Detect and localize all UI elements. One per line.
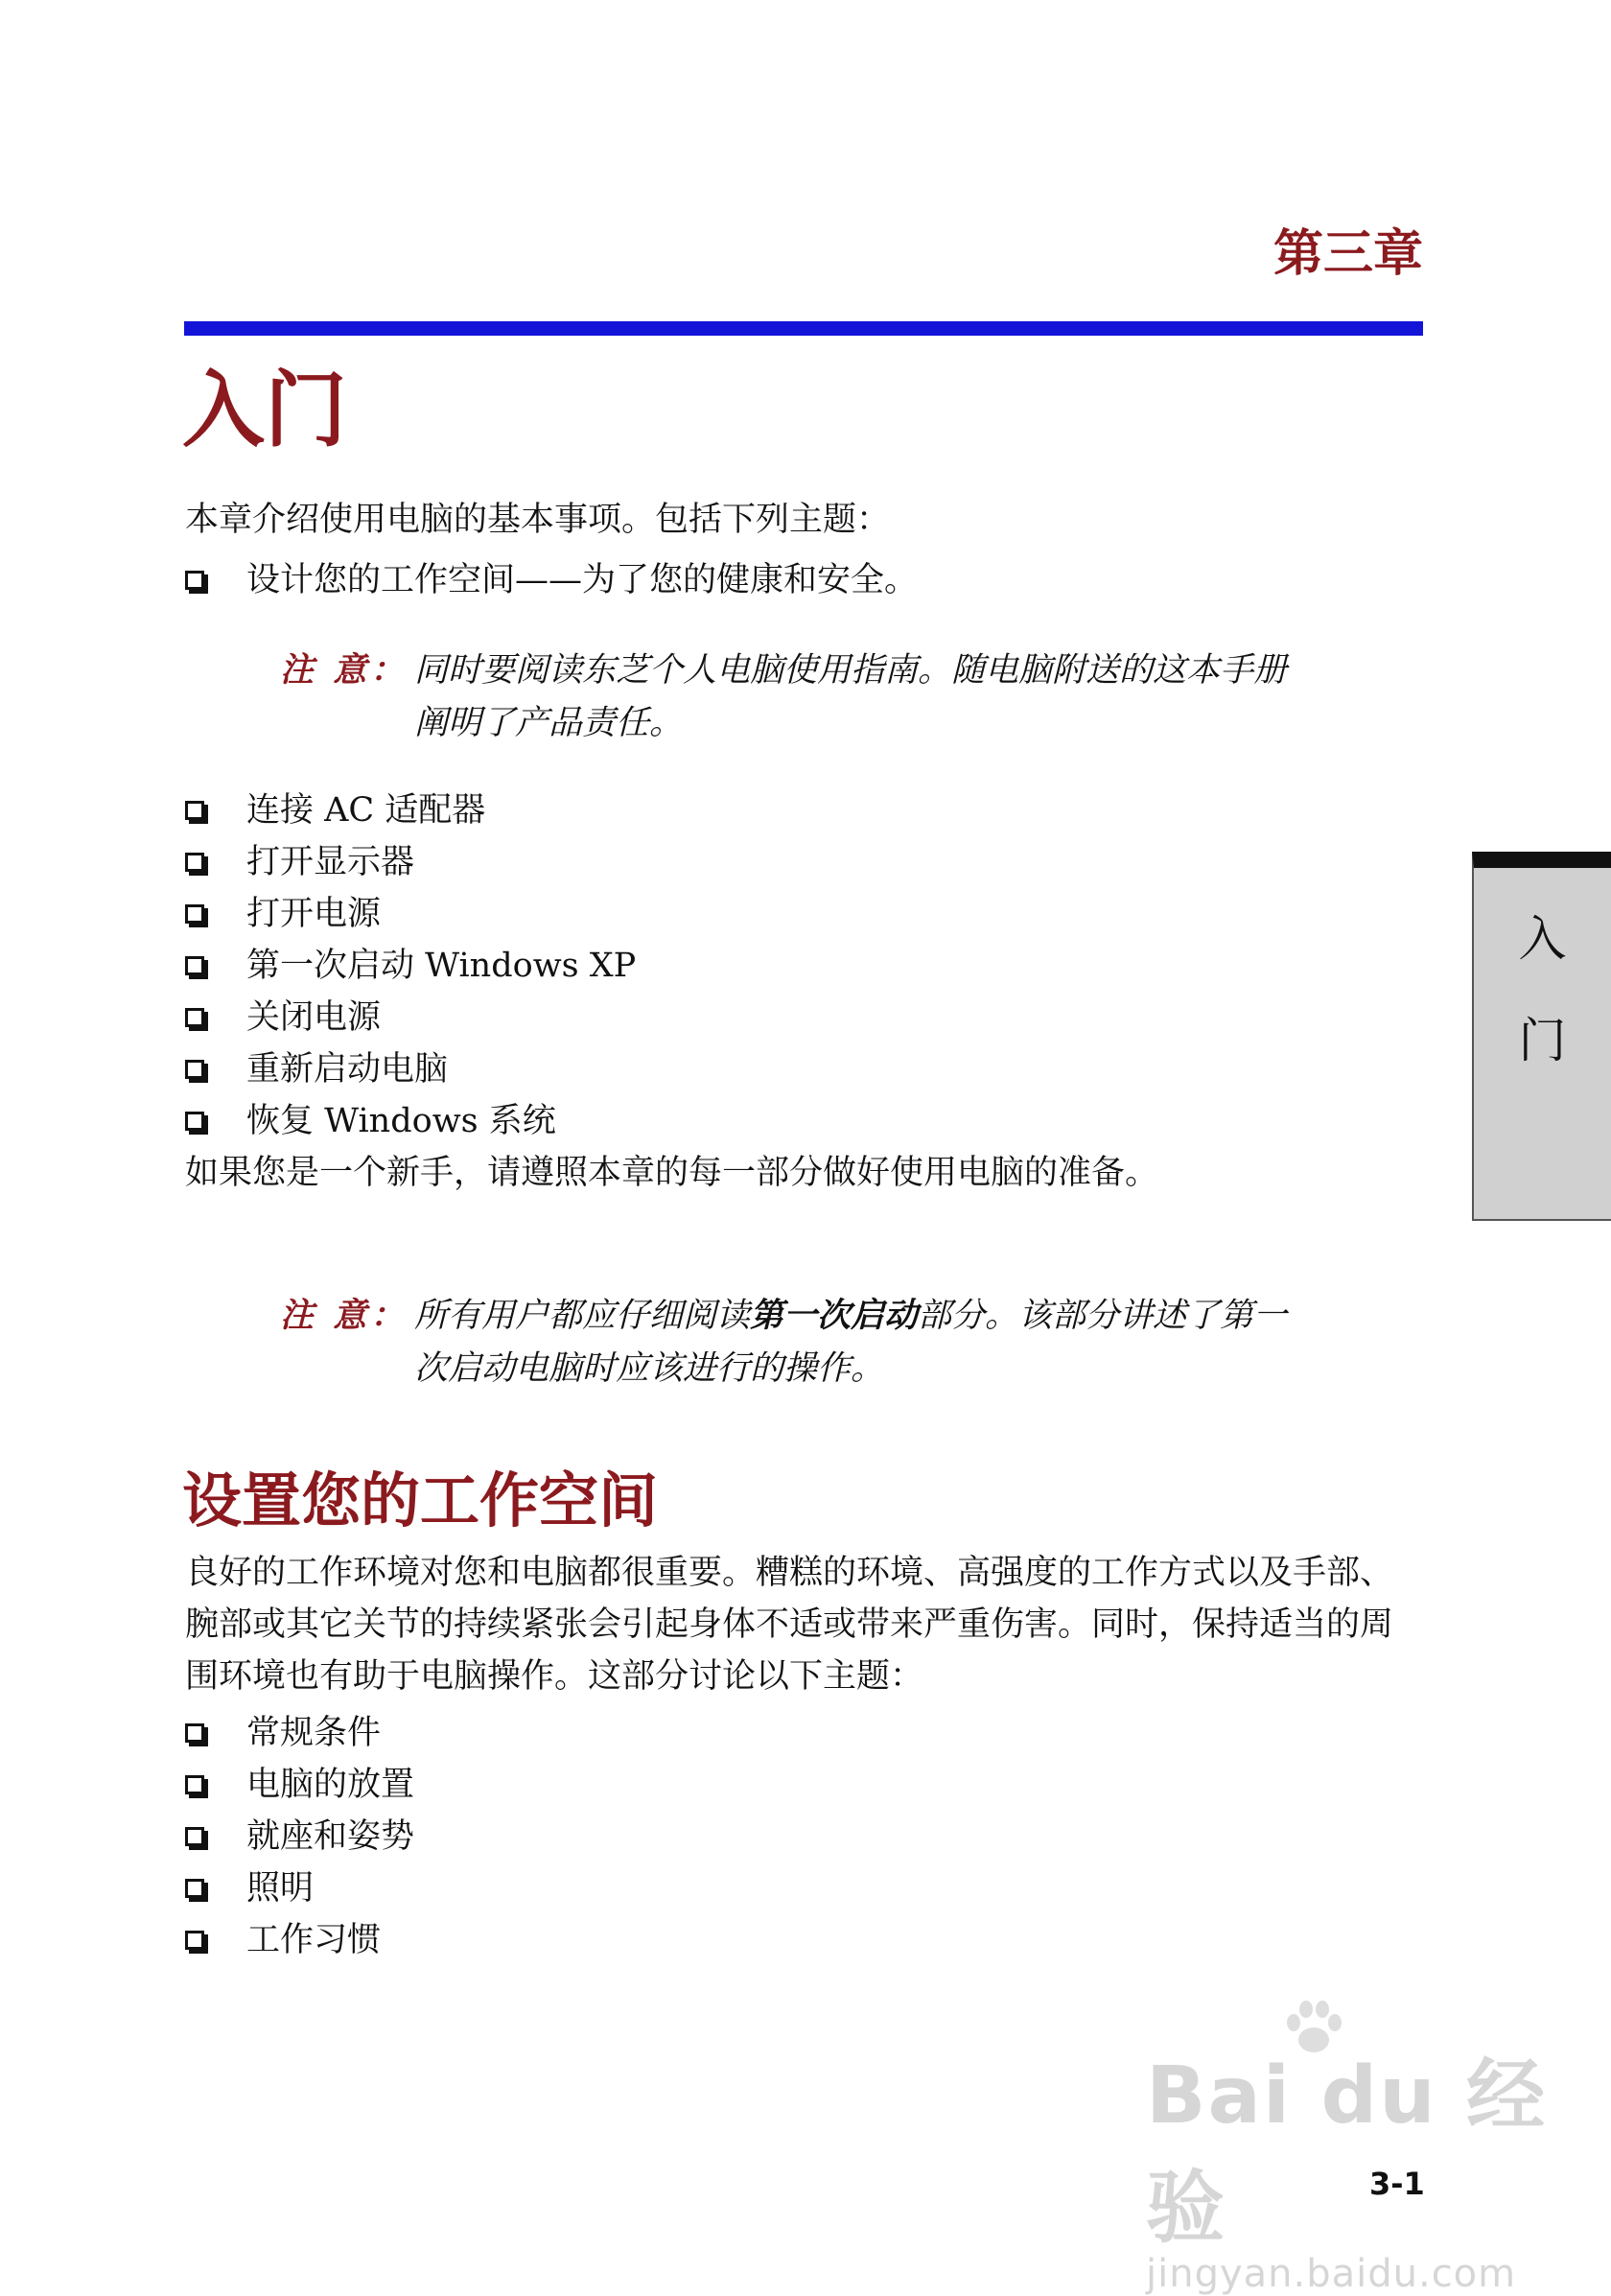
note-text-line2: 次启动电脑时应该进行的操作。 (414, 1349, 885, 1388)
checkbox-bullet-icon (185, 1008, 204, 1027)
checkbox-bullet-icon (185, 1931, 204, 1950)
watermark-url: jingyan.baidu.com (1146, 2252, 1517, 2296)
checkbox-bullet-icon (185, 904, 204, 924)
checkbox-bullet-icon (185, 956, 204, 975)
note-bold-link-text: 第一次启动 (750, 1297, 919, 1335)
page-number: 3-1 (1369, 2166, 1425, 2202)
side-tab-char: 门 (1518, 1013, 1567, 1068)
list-item: 打开显示器 (185, 836, 414, 888)
newbie-text: 如果您是一个新手，请遵照本章的每一部分做好使用电脑的准备。 (185, 1154, 1159, 1192)
watermark-brand: Bai du 经验 (1146, 2050, 1548, 2254)
list-item: 连接 AC 适配器 (185, 785, 485, 836)
list-item: 恢复 Windows 系统 (185, 1095, 556, 1147)
note-label: 注 意： (280, 651, 409, 690)
note-text-line2: 阐明了产品责任。 (414, 704, 684, 742)
note-label: 注 意： (280, 1297, 409, 1335)
checkbox-bullet-icon (185, 1775, 204, 1794)
list-item: 设计您的工作空间——为了您的健康和安全。 (185, 554, 918, 606)
list-item: 第一次启动 Windows XP (185, 940, 636, 992)
list-item: 常规条件 (185, 1707, 381, 1759)
list-item: 重新启动电脑 (185, 1043, 448, 1095)
list-item: 工作习惯 (185, 1914, 381, 1966)
section-paragraph: 良好的工作环境对您和电脑都很重要。糟糕的环境、高强度的工作方式以及手部、 腕部或其它关节的持续紧张会引起身体不适或带来严重伤害。同时，保持适当的周 围环境也有助于电脑操作。这部分讨论以下主题： (185, 1554, 1394, 1696)
checkbox-bullet-icon (185, 1112, 204, 1131)
section-heading: 设置您的工作空间 (182, 1465, 659, 1535)
note-text-after: 部分。该部分讲述了第一 (918, 1297, 1288, 1335)
list-item: 电脑的放置 (185, 1759, 414, 1811)
list-item: 就座和姿势 (185, 1811, 414, 1863)
chapter-rule (184, 321, 1423, 336)
note-box (280, 644, 1354, 750)
list-item: 打开电源 (185, 888, 381, 940)
checkbox-bullet-icon (185, 571, 204, 590)
list-item: 照明 (185, 1863, 314, 1914)
checkbox-bullet-icon (185, 1723, 204, 1743)
watermark (1146, 2033, 1611, 2296)
side-tab-char: 入 (1518, 911, 1567, 967)
note-text-before: 所有用户都应仔细阅读 (414, 1297, 751, 1335)
checkbox-bullet-icon (185, 1060, 204, 1079)
note-box (280, 1290, 1354, 1395)
checkbox-bullet-icon (185, 801, 204, 820)
intro-text: 本章介绍使用电脑的基本事项。包括下列主题： (185, 501, 891, 539)
note-text-line1: 同时要阅读东芝个人电脑使用指南。随电脑附送的这本手册 (414, 651, 1288, 690)
checkbox-bullet-icon (185, 1879, 204, 1898)
list-item: 关闭电源 (185, 992, 381, 1043)
checkbox-bullet-icon (185, 853, 204, 872)
chapter-side-tab (1472, 852, 1611, 1221)
chapter-label: 第三章 (1272, 225, 1423, 283)
chapter-title: 入门 (182, 363, 347, 458)
checkbox-bullet-icon (185, 1827, 204, 1846)
